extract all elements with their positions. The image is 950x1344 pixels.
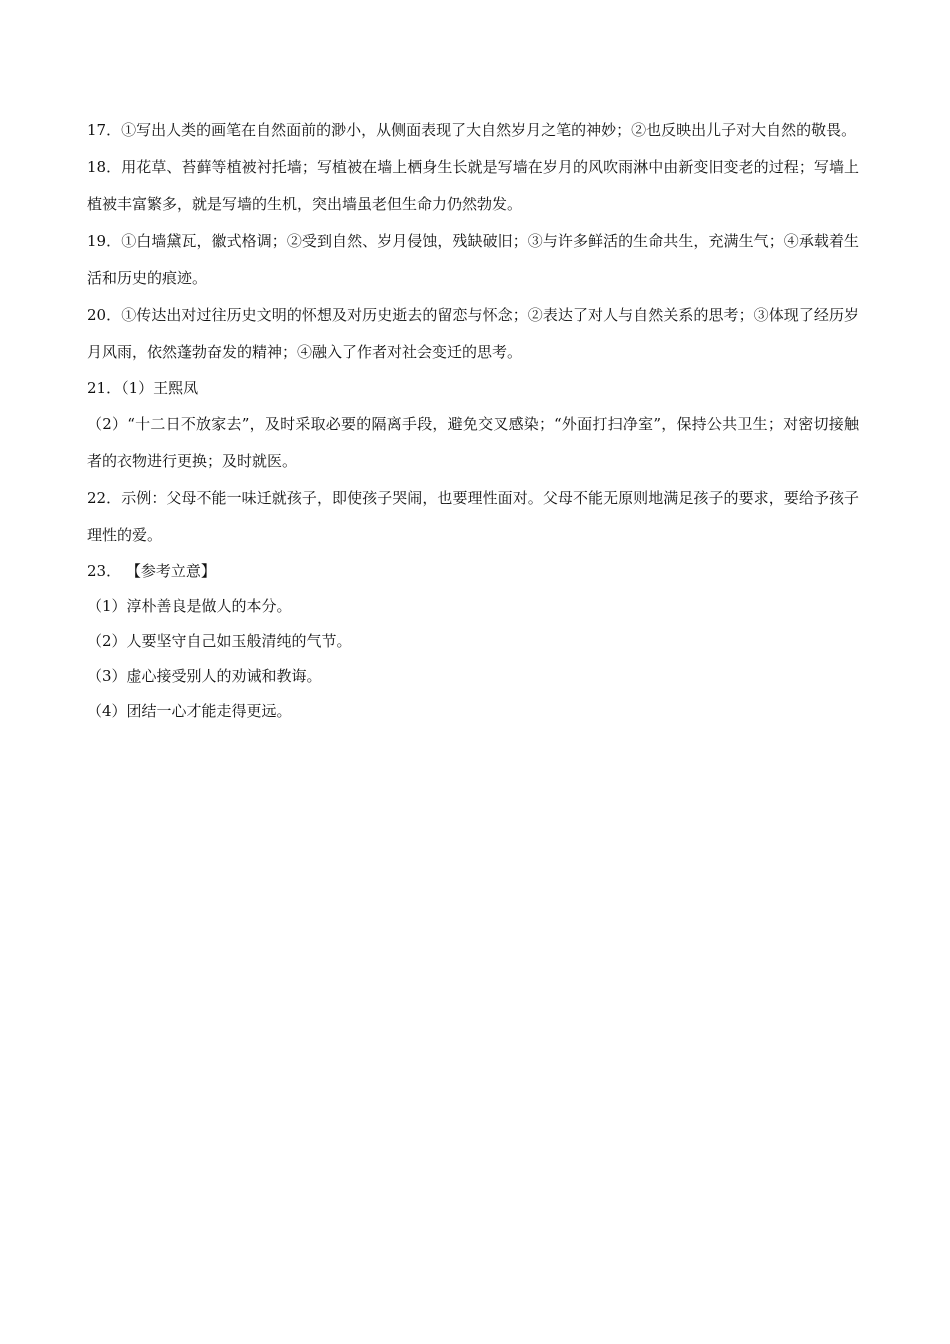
answer-23-item-1: （1）淳朴善良是做人的本分。 (87, 597, 292, 615)
answer-21-part-2: （2）“十二日不放家去”，及时采取必要的隔离手段，避免交叉感染；“外面打扫净室”，保持公共卫生；对密切接触者的衣物进行更换；及时就医。 (87, 415, 859, 470)
answer-list (87, 112, 859, 729)
answer-20: 20．①传达出对过往历史文明的怀想及对历史逝去的留恋与怀念；②表达了对人与自然关系的思考；③体现了经历岁月风雨，依然蓬勃奋发的精神；④融入了作者对社会变迁的思考。 (87, 306, 859, 361)
answer-23-heading: 23． 【参考立意】 (87, 562, 216, 580)
answer-23-item-3: （3）虚心接受别人的劝诫和教诲。 (87, 667, 322, 685)
answer-21-part-1: 21．（1）王熙凤 (87, 379, 199, 397)
answer-18: 18．用花草、苔藓等植被衬托墙；写植被在墙上栖身生长就是写墙在岁月的风吹雨淋中由新变旧变老的过程；写墙上植被丰富繁多，就是写墙的生机，突出墙虽老但生命力仍然勃发。 (87, 158, 859, 213)
answer-23-item-2: （2）人要坚守自己如玉般清纯的气节。 (87, 632, 352, 650)
answer-22: 22．示例：父母不能一味迁就孩子，即使孩子哭闹，也要理性面对。父母不能无原则地满足孩子的要求，要给予孩子理性的爱。 (87, 489, 859, 544)
answer-23-item-4: （4）团结一心才能走得更远。 (87, 702, 292, 720)
answer-17: 17．①写出人类的画笔在自然面前的渺小，从侧面表现了大自然岁月之笔的神妙；②也反映出儿子对大自然的敬畏。 (87, 121, 857, 139)
answer-19: 19．①白墙黛瓦，徽式格调；②受到自然、岁月侵蚀，残缺破旧；③与许多鲜活的生命共生，充满生气；④承载着生活和历史的痕迹。 (87, 232, 859, 287)
